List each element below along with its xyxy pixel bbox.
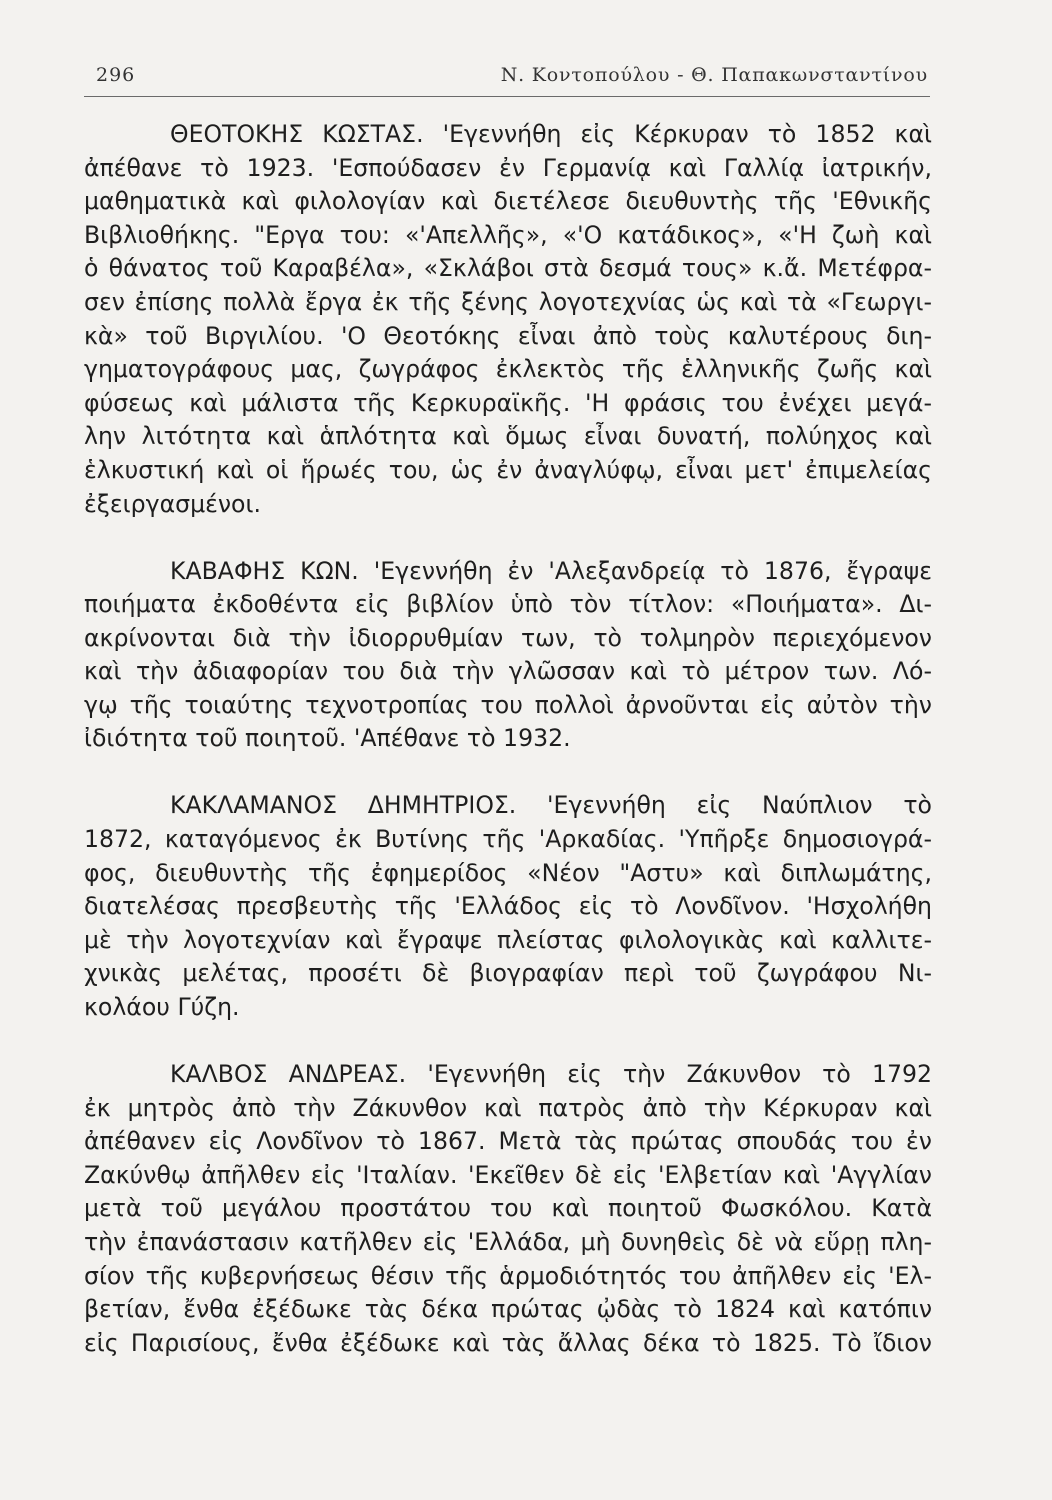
text-line: χνικὰς μελέτας, προσέτι δὲ βιογραφίαν περὶ τοῦ ζωγράφου Νι- — [84, 959, 932, 988]
text-line: μὲ τὴν λογοτεχνίαν καὶ ἔγραψε πλείστας φιλολογικὰς καὶ καλλιτε- — [84, 925, 932, 954]
text-line: 1872, καταγόμενος ἐκ Βυτίνης τῆς 'Αρκαδίας. 'Υπῆρξε δημοσιογρά- — [84, 825, 932, 854]
text-line: ακρίνονται διὰ τὴν ἰδιορρυθμίαν των, τὸ τολμηρὸν περιεχόμενον — [84, 623, 932, 652]
text-line: ἀπέθανε τὸ 1923. 'Εσπούδασεν ἐν Γερμανίᾳ καὶ Γαλλίᾳ ἰατρικήν, — [84, 153, 932, 182]
entry-kaklamanos — [84, 789, 932, 1024]
text-line: ποιήματα ἐκδοθέντα εἰς βιβλίον ὑπὸ τὸν τίτλον: «Ποιήματα». Δι- — [84, 590, 932, 619]
text-line: κολάου Γύζη. — [84, 993, 240, 1022]
text-line: ἐξειργασμένοι. — [84, 489, 261, 518]
page-number: 296 — [96, 64, 136, 86]
entry-kalvos — [84, 1058, 932, 1360]
text-line: ἰδιότητα τοῦ ποιητοῦ. 'Απέθανε τὸ 1932. — [84, 724, 571, 753]
text-line: ἑλκυστική καὶ οἱ ἥρωές του, ὡς ἐν ἀναγλύφῳ, εἶναι μετ' ἐπιμελείας — [84, 455, 932, 484]
text-line: γηματογράφους μας, ζωγράφος ἐκλεκτὸς τῆς ἑλληνικῆς ζωῆς καὶ — [84, 355, 932, 384]
entry-theotokis — [84, 118, 932, 521]
text-line: φύσεως καὶ μάλιστα τῆς Κερκυραϊκῆς. 'Η φράσις του ἐνέχει μεγά- — [84, 388, 932, 417]
text-line: γῳ τῆς τοιαύτης τεχνοτροπίας του πολλοὶ ἀρνοῦνται εἰς αὐτὸν τὴν — [84, 690, 932, 719]
text-line: φος, διευθυντὴς τῆς ἐφημερίδος «Νέον "Αστυ» καὶ διπλωμάτης, — [84, 858, 932, 887]
text-line: βετίαν, ἔνθα ἐξέδωκε τὰς δέκα πρώτας ᾠδὰς τὸ 1824 καὶ κατόπιν — [84, 1295, 932, 1324]
text-line: Ζακύνθῳ ἀπῆλθεν εἰς 'Ιταλίαν. 'Εκεῖθεν δὲ εἰς 'Ελβετίαν καὶ 'Αγγλίαν — [84, 1160, 932, 1189]
text-line: διατελέσας πρεσβευτὴς τῆς 'Ελλάδος εἰς τὸ Λονδῖνον. 'Ησχολήθη — [84, 892, 932, 921]
text-line: τὴν ἐπανάστασιν κατῆλθεν εἰς 'Ελλάδα, μὴ δυνηθεὶς δὲ νὰ εὕρῃ πλη- — [84, 1227, 932, 1256]
text-line: ΚΑΛΒΟΣ ΑΝΔΡΕΑΣ. 'Εγεννήθη εἰς τὴν Ζάκυνθον τὸ 1792 — [170, 1060, 932, 1089]
text-line: καὶ τὴν ἀδιαφορίαν του διὰ τὴν γλῶσσαν καὶ τὸ μέτρον των. Λό- — [84, 657, 932, 686]
entry-kavafis — [84, 555, 932, 757]
text-line: κὰ» τοῦ Βιργιλίου. 'Ο Θεοτόκης εἶναι ἀπὸ τοὺς καλυτέρους διη- — [84, 321, 932, 350]
text-line: μετὰ τοῦ μεγάλου προστάτου του καὶ ποιητοῦ Φωσκόλου. Κατὰ — [84, 1194, 932, 1223]
running-head: Ν. Κοντοπούλου - Θ. Παπακωνσταντίνου — [500, 64, 928, 86]
text-line: ΚΑΒΑΦΗΣ ΚΩΝ. 'Εγεννήθη ἐν 'Αλεξανδρείᾳ τὸ 1876, ἔγραψε — [170, 556, 932, 585]
text-line: εἰς Παρισίους, ἔνθα ἐξέδωκε καὶ τὰς ἄλλας δέκα τὸ 1825. Τὸ ἴδιον — [84, 1328, 932, 1357]
text-line: μαθηματικὰ καὶ φιλολογίαν καὶ διετέλεσε διευθυντὴς τῆς 'Εθνικῆς — [84, 187, 932, 216]
text-line: ΘΕΟΤΟΚΗΣ ΚΩΣΤΑΣ. 'Εγεννήθη εἰς Κέρκυραν τὸ 1852 καὶ — [170, 120, 932, 148]
text-line: Βιβλιοθήκης. "Εργα του: «'Απελλῆς», «'Ο κατάδικος», «'Η ζωὴ καὶ — [84, 220, 932, 249]
text-line: ΚΑΚΛΑΜΑΝΟΣ ΔΗΜΗΤΡΙΟΣ. 'Εγεννήθη εἰς Ναύπλιον τὸ — [170, 791, 932, 820]
text-line: σίον τῆς κυβερνήσεως θέσιν τῆς ἁρμοδιότητός του ἀπῆλθεν εἰς 'Ελ- — [84, 1261, 932, 1290]
text-line: ὁ θάνατος τοῦ Καραβέλα», «Σκλάβοι στὰ δεσμά τους» κ.ἄ. Μετέφρα- — [84, 254, 932, 283]
page-header — [84, 62, 930, 97]
text-line: ἀπέθανεν εἰς Λονδῖνον τὸ 1867. Μετὰ τὰς πρώτας σπουδάς του ἐν — [84, 1127, 932, 1156]
page-body — [84, 118, 932, 1360]
text-line: λην λιτότητα καὶ ἁπλότητα καὶ ὅμως εἶναι δυνατή, πολύηχος καὶ — [84, 422, 932, 451]
text-line: σεν ἐπίσης πολλὰ ἔργα ἐκ τῆς ξένης λογοτεχνίας ὡς καὶ τὰ «Γεωργι- — [84, 287, 932, 316]
text-line: ἐκ μητρὸς ἀπὸ τὴν Ζάκυνθον καὶ πατρὸς ἀπὸ τὴν Κέρκυραν καὶ — [84, 1093, 932, 1122]
